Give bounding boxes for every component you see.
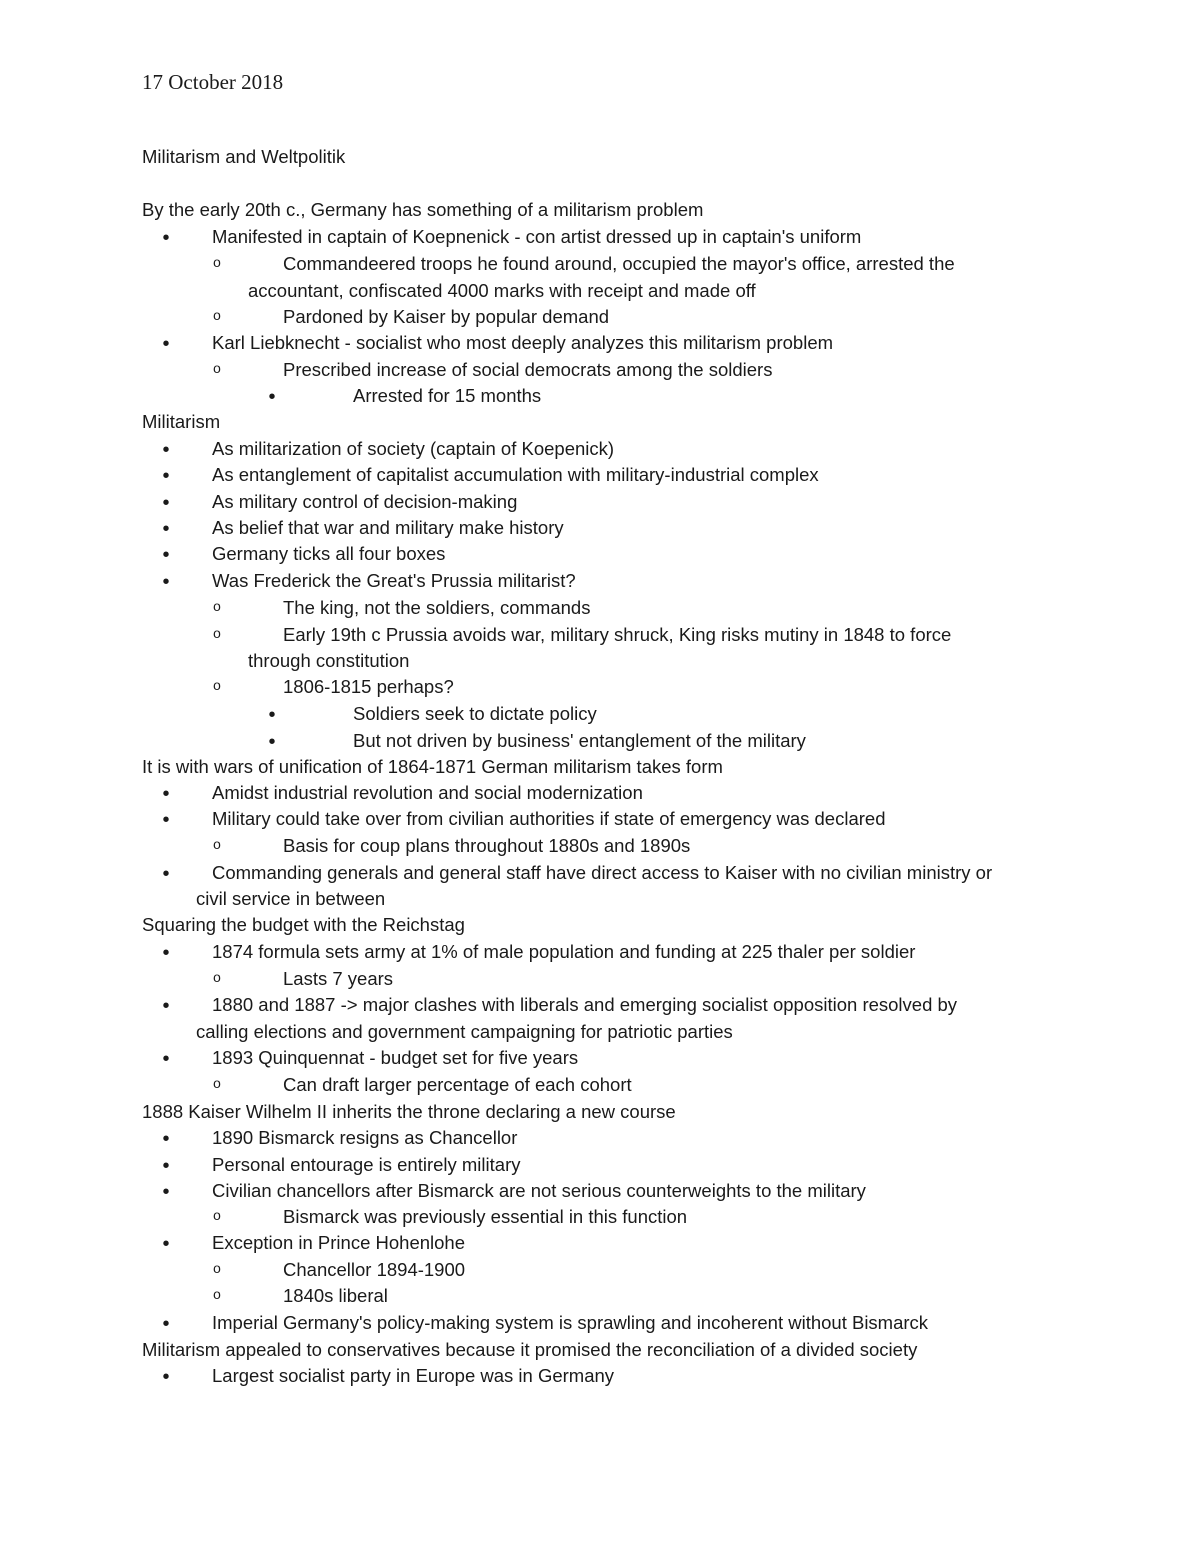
list-item-text: Arrested for 15 months (353, 385, 542, 406)
list-item-continuation-text: civil service in between (196, 888, 386, 909)
list-item-text: As militarization of society (captain of Koepenick) (212, 438, 615, 459)
bullet-disc-icon: • (162, 227, 170, 249)
list-item-text: Lasts 7 years (283, 968, 394, 989)
bullet-disc-icon: • (162, 1366, 170, 1388)
list-item-text: 1890 Bismarck resigns as Chancellor (212, 1127, 518, 1148)
bullet-disc-icon: • (162, 465, 170, 487)
bullet-disc-icon: • (162, 1181, 170, 1203)
bullet-disc-icon: • (162, 863, 170, 885)
bullet-disc-icon: • (162, 942, 170, 964)
bullet-disc-icon: • (162, 783, 170, 805)
bullet-disc-icon: • (162, 333, 170, 355)
list-item-text: But not driven by business' entanglement of the military (353, 730, 806, 751)
list-item-text: Militarism appealed to conservatives because it promised the reconciliation of a divided society (142, 1339, 918, 1360)
list-item-text: 1888 Kaiser Wilhelm II inherits the throne declaring a new course (142, 1101, 676, 1122)
bullet-disc-icon: • (162, 518, 170, 540)
bullet-disc-icon: • (162, 571, 170, 593)
bullet-disc-icon: • (162, 439, 170, 461)
bullet-disc-icon: • (162, 492, 170, 514)
list-item-text: Karl Liebknecht - socialist who most deeply analyzes this militarism problem (212, 332, 834, 353)
list-item-text: 1893 Quinquennat - budget set for five years (212, 1047, 579, 1068)
list-item-text: Can draft larger percentage of each cohort (283, 1074, 632, 1095)
list-item-text: Pardoned by Kaiser by popular demand (283, 306, 610, 327)
list-item-text: As military control of decision-making (212, 491, 518, 512)
list-item-text: 1806-1815 perhaps? (283, 676, 454, 697)
bullet-circle-icon: o (212, 838, 222, 854)
list-item-text: Soldiers seek to dictate policy (353, 703, 597, 724)
bullet-disc-icon: • (162, 1155, 170, 1177)
list-item-text: Military could take over from civilian authorities if state of emergency was declared (212, 808, 886, 829)
document-date: 17 October 2018 (142, 70, 284, 94)
bullet-disc-icon: • (162, 1048, 170, 1070)
bullet-disc-icon: • (162, 995, 170, 1017)
bullet-circle-icon: o (212, 1209, 222, 1225)
bullet-circle-icon: o (212, 309, 222, 325)
list-item-text: Was Frederick the Great's Prussia militarist? (212, 570, 576, 591)
bullet-disc-icon: • (268, 704, 276, 726)
bullet-disc-icon: • (268, 731, 276, 753)
bullet-circle-icon: o (212, 679, 222, 695)
list-item-text: 1880 and 1887 -> major clashes with liberals and emerging socialist opposition resolved by (212, 994, 958, 1015)
list-item-text: Bismarck was previously essential in this function (283, 1206, 688, 1227)
list-item-text: As belief that war and military make history (212, 517, 564, 538)
list-item-text: Personal entourage is entirely military (212, 1154, 521, 1175)
bullet-disc-icon: • (162, 1233, 170, 1255)
list-item-text: Civilian chancellors after Bismarck are not serious counterweights to the military (212, 1180, 866, 1201)
list-item-text: Militarism (142, 411, 221, 432)
list-item-text: Commanding generals and general staff have direct access to Kaiser with no civilian ministry or (212, 862, 993, 883)
list-item-text: Chancellor 1894-1900 (283, 1259, 466, 1280)
list-item-text: 1874 formula sets army at 1% of male population and funding at 225 thaler per soldier (212, 941, 916, 962)
list-item-text: Prescribed increase of social democrats among the soldiers (283, 359, 773, 380)
list-item-text: Squaring the budget with the Reichstag (142, 914, 465, 935)
list-item-text: Commandeered troops he found around, occupied the mayor's office, arrested the (283, 253, 955, 274)
bullet-circle-icon: o (212, 1288, 222, 1304)
bullet-circle-icon: o (212, 256, 222, 272)
list-item-continuation-text: accountant, confiscated 4000 marks with receipt and made off (248, 280, 756, 301)
bullet-circle-icon: o (212, 971, 222, 987)
list-item-text: The king, not the soldiers, commands (283, 597, 591, 618)
list-item-continuation-text: calling elections and government campaigning for patriotic parties (196, 1021, 733, 1042)
list-item-continuation-text: through constitution (248, 650, 410, 671)
bullet-circle-icon: o (212, 1077, 222, 1093)
list-item-text: As entanglement of capitalist accumulation with military-industrial complex (212, 464, 819, 485)
list-item-text: Imperial Germany's policy-making system is sprawling and incoherent without Bismarck (212, 1312, 929, 1333)
list-item-text: Amidst industrial revolution and social modernization (212, 782, 643, 803)
bullet-circle-icon: o (212, 1262, 222, 1278)
document-title: Militarism and Weltpolitik (142, 146, 346, 167)
list-item-text: Early 19th c Prussia avoids war, military shruck, King risks mutiny in 1848 to force (283, 624, 952, 645)
list-item-text: Germany ticks all four boxes (212, 543, 446, 564)
list-item-text: By the early 20th c., Germany has something of a militarism problem (142, 199, 704, 220)
bullet-disc-icon: • (162, 1128, 170, 1150)
bullet-disc-icon: • (268, 386, 276, 408)
list-item-text: 1840s liberal (283, 1285, 388, 1306)
bullet-circle-icon: o (212, 600, 222, 616)
list-item-text: Basis for coup plans throughout 1880s and 1890s (283, 835, 691, 856)
list-item-text: Largest socialist party in Europe was in Germany (212, 1365, 615, 1386)
bullet-disc-icon: • (162, 1313, 170, 1335)
list-item-text: Exception in Prince Hohenlohe (212, 1232, 465, 1253)
list-item-text: It is with wars of unification of 1864-1871 German militarism takes form (142, 756, 723, 777)
bullet-disc-icon: • (162, 544, 170, 566)
list-item-text: Manifested in captain of Koepnenick - con artist dressed up in captain's uniform (212, 226, 862, 247)
bullet-circle-icon: o (212, 362, 222, 378)
bullet-circle-icon: o (212, 627, 222, 643)
bullet-disc-icon: • (162, 809, 170, 831)
